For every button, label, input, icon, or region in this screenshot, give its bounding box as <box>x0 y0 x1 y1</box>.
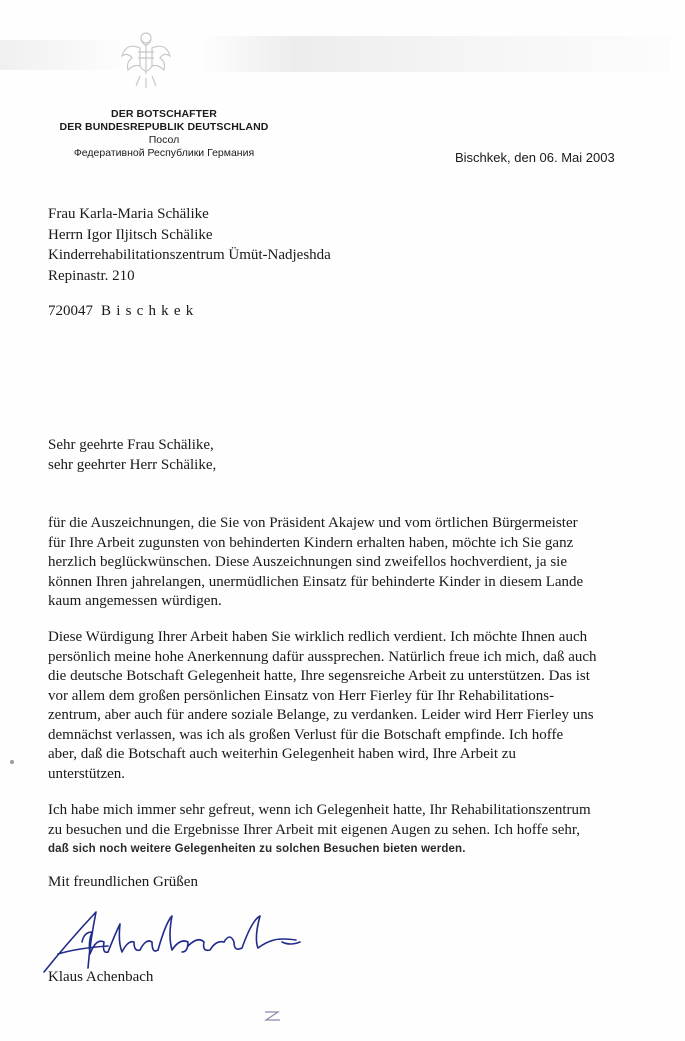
body-line: daß sich noch weitere Gelegenheiten zu solchen Besuchen bieten werden. <box>48 843 466 855</box>
address-line: Repinastr. 210 <box>48 267 135 284</box>
body-line: kaum angemessen würdigen. <box>48 593 222 609</box>
stray-pen-mark <box>262 1008 284 1024</box>
salutation-line: Sehr geehrte Frau Schälike, <box>48 437 214 453</box>
letterhead-title: DER BOTSCHAFTER <box>111 108 217 120</box>
salutation-line: sehr geehrter Herr Schälike, <box>48 456 217 473</box>
body-line: für die Auszeichnungen, die Sie von Präsident Akajew und vom örtlichen Bürgermeister <box>48 515 578 531</box>
address-line: Frau Karla-Maria Schälike <box>48 206 209 222</box>
signer-name: Klaus Achenbach <box>48 969 154 985</box>
recipient-address <box>48 204 331 286</box>
address-line: Herrn Igor Iljitsch Schälike <box>48 226 213 243</box>
body-line: können Ihren jahrelangen, unermüdlichen Einsatz für behinderte Kinder in diesem Lande <box>48 573 584 590</box>
body-line: herzlich beglückwünschen. Diese Auszeichnungen sind zweifellos hochverdient, ja sie <box>48 554 568 570</box>
body-line: zentrum, aber auch für andere soziale Belange, zu verdanken. Leider wird Herr Fierley uns <box>48 707 594 723</box>
body-line: aber, daß die Botschaft auch weiterhin Gelegenheit haben wird, Ihre Arbeit zu <box>48 746 516 762</box>
body-line: Diese Würdigung Ihrer Arbeit haben Sie wirklich redlich verdient. Ich möchte Ihnen auch <box>48 629 588 645</box>
salutation <box>48 436 216 475</box>
letterhead-russian: Федеративной Республики Германия <box>73 147 255 159</box>
body-line: demnächst verlassen, was ich als großen Verlust für die Botschaft empfinde. Ich hoffe <box>48 726 564 743</box>
body-line: unterstützen. <box>48 765 126 782</box>
body-line: für Ihre Arbeit zugunsten von behinderten Kindern erhalten haben, möchte ich Sie ganz <box>48 534 574 551</box>
scan-artifact <box>200 36 670 72</box>
scan-artifact <box>0 40 120 70</box>
letterhead <box>30 108 298 160</box>
body-line: persönlich meine hohe Anerkennung dafür aussprechen. Natürlich freue ich mich, daß auch <box>48 648 597 665</box>
body-line: Ich habe mich immer sehr gefreut, wenn ich Gelegenheit hatte, Ihr Rehabilitationszentrum <box>48 802 591 818</box>
body-paragraph-3 <box>48 801 648 860</box>
scan-artifact <box>10 760 14 764</box>
city: Bischkek <box>101 303 199 319</box>
address-city-line <box>48 303 198 320</box>
body-line: vor allem dem großen persönlichen Einsatz von Herr Fierley für Ihr Rehabilitations- <box>48 687 555 704</box>
body-paragraph-2 <box>48 628 648 784</box>
body-line: zu besuchen und die Ergebnisse Ihrer Arbeit mit eigenen Augen zu sehen. Ich hoffe sehr, <box>48 821 581 838</box>
address-line: Kinderrehabilitationszentrum Ümüt-Nadjeshda <box>48 247 331 263</box>
body-line: die deutsche Botschaft Gelegenheit hatte, Ihre segensreiche Arbeit zu unterstützen. Das ist <box>48 668 590 684</box>
date-line: Bischkek, den 06. Mai 2003 <box>455 150 615 165</box>
letterhead-russian: Посол <box>148 134 180 146</box>
federal-eagle-icon <box>118 28 174 92</box>
closing: Mit freundlichen Grüßen <box>48 874 198 890</box>
postcode: 720047 <box>48 303 93 319</box>
letterhead-title: DER BUNDESREPUBLIK DEUTSCHLAND <box>59 121 269 133</box>
body-paragraph-1 <box>48 514 648 612</box>
